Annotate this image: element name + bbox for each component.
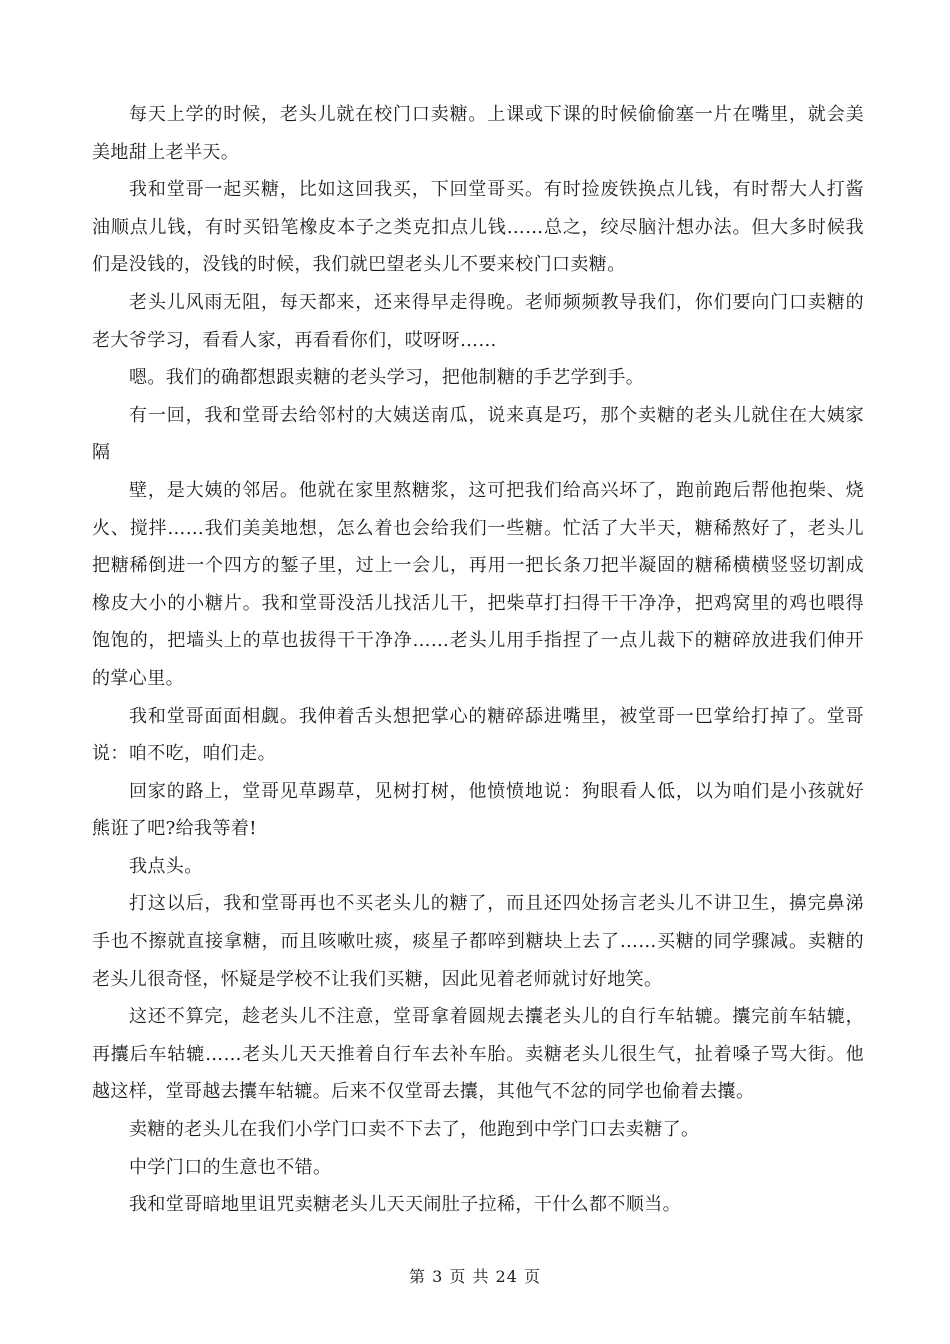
article-body	[92, 96, 864, 1224]
paragraph: 有一回，我和堂哥去给邻村的大姨送南瓜，说来真是巧，那个卖糖的老头儿就住在大姨家隔	[92, 404, 864, 464]
paragraph: 打这以后，我和堂哥再也不买老头儿的糖了，而且还四处扬言老头儿不讲卫生，擤完鼻涕手也不擦就直接拿糖，而且咳嗽吐痰，痰星子都啐到糖块上去了……买糖的同学骤减。卖糖的老头儿很奇怪，怀疑是学校不让我们买糖，因此见着老师就讨好地笑。	[92, 893, 864, 990]
paragraph: 壁，是大姨的邻居。他就在家里熬糖浆，这可把我们给高兴坏了，跑前跑后帮他抱柴、烧火、搅拌……我们美美地想，怎么着也会给我们一些糖。忙活了大半天，糖稀熬好了，老头儿把糖稀倒进一个四方的錾子里，过上一会儿，再用一把长条刀把半凝固的糖稀横横竖竖切割成橡皮大小的小糖片。我和堂哥没活儿找活儿干，把柴草打扫得干干净净，把鸡窝里的鸡也喂得饱饱的，把墙头上的草也拔得干干净净……老头儿用手指捏了一点儿裁下的糖碎放进我们伸开的掌心里。	[92, 479, 864, 689]
paragraph: 我和堂哥面面相觑。我伸着舌头想把掌心的糖碎舔进嘴里，被堂哥一巴掌给打掉了。堂哥说：咱不吃，咱们走。	[92, 705, 864, 765]
paragraph: 嗯。我们的确都想跟卖糖的老头学习，把他制糖的手艺学到手。	[129, 367, 645, 389]
paragraph: 我和堂哥一起买糖，比如这回我买，下回堂哥买。有时捡废铁换点儿钱，有时帮大人打酱油顺点儿钱，有时买铅笔橡皮本子之类克扣点儿钱……总之，绞尽脑汁想办法。但大多时候我们是没钱的，没钱的时候，我们就巴望老头儿不要来校门口卖糖。	[92, 179, 864, 276]
page-number-footer: 第 3 页 共 24 页	[409, 1267, 541, 1286]
paragraph: 我和堂哥暗地里诅咒卖糖老头儿天天闹肚子拉稀，干什么都不顺当。	[129, 1194, 681, 1216]
paragraph: 这还不算完，趁老头儿不注意，堂哥拿着圆规去攮老头儿的自行车轱辘。攮完前车轱辘，再攮后车轱辘……老头儿天天推着自行车去补车胎。卖糖老头儿很生气，扯着嗓子骂大街。他越这样，堂哥越去攮车轱辘。后来不仅堂哥去攮，其他气不忿的同学也偷着去攮。	[92, 1006, 864, 1103]
paragraph: 卖糖的老头儿在我们小学门口卖不下去了，他跑到中学门口去卖糖了。	[129, 1119, 700, 1141]
paragraph: 每天上学的时候，老头儿就在校门口卖糖。上课或下课的时候偷偷塞一片在嘴里，就会美美地甜上老半天。	[92, 104, 864, 163]
paragraph: 我点头。	[129, 855, 203, 877]
paragraph: 中学门口的生意也不错。	[129, 1156, 332, 1178]
paragraph: 回家的路上，堂哥见草踢草，见树打树，他愤愤地说：狗眼看人低，以为咱们是小孩就好熊诳了吧?给我等着!	[92, 780, 864, 840]
paragraph: 老头儿风雨无阻，每天都来，还来得早走得晚。老师频频教导我们，你们要向门口卖糖的老大爷学习，看看人家，再看看你们，哎呀呀……	[92, 291, 864, 351]
